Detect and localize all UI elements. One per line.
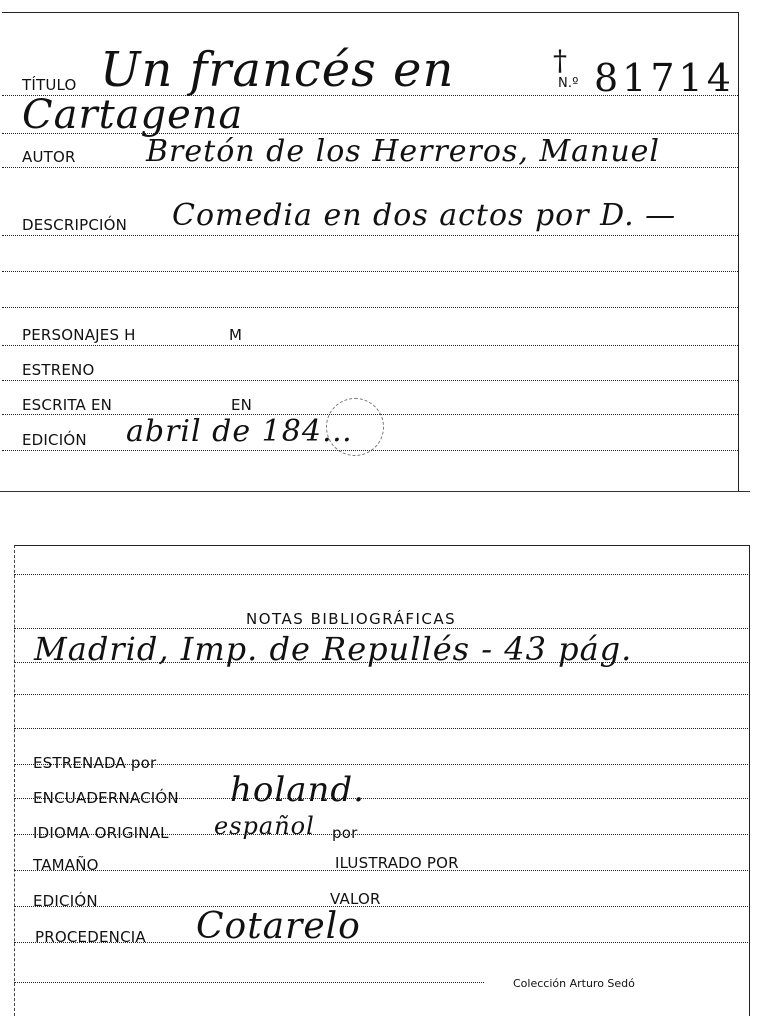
label-valor: VALOR	[330, 890, 381, 908]
hand-edicion: abril de 184…	[126, 414, 353, 449]
label-numero: N.º	[558, 76, 579, 91]
rule-notas	[14, 628, 748, 629]
hand-notas: Madrid, Imp. de Repullés - 43 pág.	[34, 630, 633, 668]
rule-descripcion	[2, 235, 738, 236]
label-en: EN	[231, 396, 253, 414]
label-edicion-back: EDICIÓN	[33, 892, 98, 910]
label-autor: AUTOR	[22, 148, 76, 166]
label-procedencia: PROCEDENCIA	[35, 928, 146, 946]
label-personajes-m: M	[229, 326, 243, 344]
rule-notas-4	[14, 728, 748, 729]
hand-procedencia: Cotarelo	[196, 906, 361, 947]
label-ilustrado: ILUSTRADO POR	[335, 854, 459, 872]
rule-back-1	[14, 574, 748, 575]
label-por: por	[332, 824, 358, 842]
rule-edicion-back	[14, 906, 748, 907]
label-idioma: IDIOMA ORIGINAL	[33, 824, 169, 842]
card-divider	[0, 491, 750, 492]
label-titulo: TÍTULO	[22, 76, 77, 94]
rule-desc-2	[2, 271, 738, 272]
label-encuadernacion: ENCUADERNACIÓN	[33, 789, 179, 807]
collection-stamp: Colección Arturo Sedó	[513, 977, 635, 990]
label-personajes-h: PERSONAJES H	[22, 326, 136, 344]
hand-autor: Bretón de los Herreros, Manuel	[146, 134, 661, 169]
label-descripcion: DESCRIPCIÓN	[22, 216, 128, 234]
hand-descripcion: Comedia en dos actos por D. —	[172, 198, 677, 233]
rule-desc-3	[2, 307, 738, 308]
rule-personajes	[2, 345, 738, 346]
rule-notas-3	[14, 694, 748, 695]
rule-last	[14, 982, 484, 983]
label-estreno: ESTRENO	[22, 361, 95, 379]
label-estrenada: ESTRENADA por	[33, 754, 157, 772]
hand-titulo-2: Cartagena	[22, 92, 244, 138]
rule-escrita	[2, 414, 738, 415]
hand-idioma: español	[214, 812, 315, 840]
hand-titulo-1: Un francés en	[100, 42, 455, 98]
rule-estreno	[2, 380, 738, 381]
label-tamano: TAMAÑO	[33, 856, 99, 874]
label-escrita-en: ESCRITA EN	[22, 396, 113, 414]
label-edicion: EDICIÓN	[22, 431, 87, 449]
hand-encuadernacion: holand.	[230, 770, 365, 810]
rule-edicion	[2, 450, 738, 451]
label-notas: NOTAS BIBLIOGRÁFICAS	[246, 610, 457, 628]
hand-numero: 81714	[594, 56, 735, 100]
hand-cross: †	[553, 44, 568, 77]
